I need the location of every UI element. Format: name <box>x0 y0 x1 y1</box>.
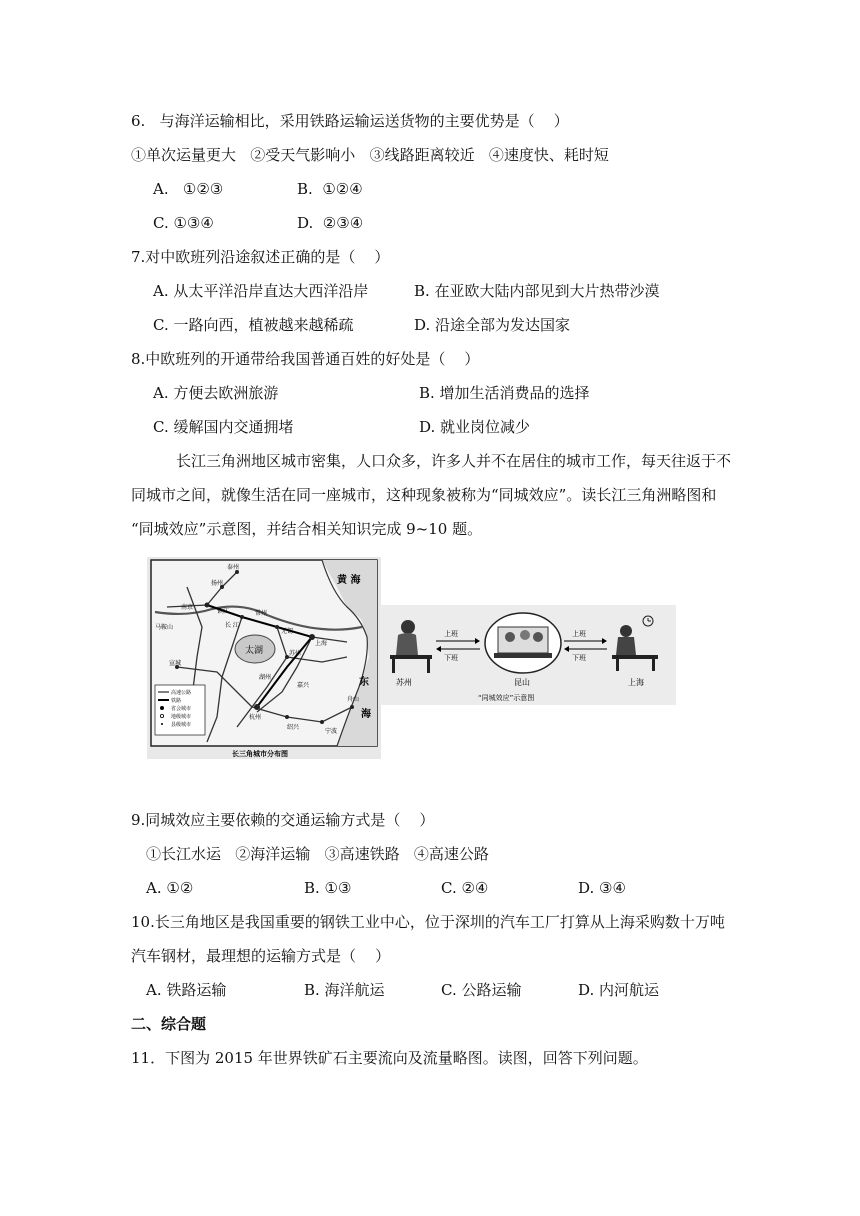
q10-stem-line-1: 10.长三角地区是我国重要的钢铁工业中心，位于深圳的汽车工厂打算从上海采购数十万吨 <box>131 913 725 931</box>
q6-items: ①单次运量更大 ②受天气影响小 ③线路距离较近 ④速度快、耗时短 <box>131 146 609 164</box>
diagram-off-work-label: 下班 <box>572 654 586 662</box>
map-city-label: 镇江 <box>217 608 230 615</box>
q9-option-a: A. ①② <box>146 879 194 897</box>
passage-line-3: “同城效应”示意图，并结合相关知识完成 9~10 题。 <box>131 520 483 538</box>
map-city-label: 上海 <box>315 640 328 647</box>
map-city-label: 杭州 <box>249 714 262 721</box>
q6-option-a: A. ①②③ <box>153 180 224 198</box>
q8-option-d: D. 就业岗位减少 <box>419 418 531 436</box>
map-city-label: 无锡 <box>281 628 294 635</box>
q7-option-c: C. 一路向西，植被越来越稀疏 <box>153 316 354 334</box>
map-city-label: 苏州 <box>289 650 302 657</box>
diagram-center-city: 昆山 <box>514 678 530 687</box>
map-city-label: 嘉兴 <box>297 682 310 689</box>
q7-stem: 7.对中欧班列沿途叙述正确的是（ ） <box>131 248 390 266</box>
passage-line-2: 同城市之间，就像生活在同一座城市，这种现象被称为“同城效应”。读长江三角洲略图和 <box>131 486 717 504</box>
q7-option-b: B. 在亚欧大陆内部见到大片热带沙漠 <box>414 282 660 300</box>
map-city-label: 绍兴 <box>287 724 300 731</box>
q9-option-d: D. ③④ <box>578 879 626 897</box>
q10-stem-line-2: 汽车钢材，最理想的运输方式是（ ） <box>131 947 391 965</box>
same-city-effect-diagram <box>380 605 676 705</box>
diagram-go-work-label: 上班 <box>444 630 458 638</box>
map-lake-label: 太湖 <box>245 646 264 656</box>
q8-option-b: B. 增加生活消费品的选择 <box>419 384 590 402</box>
yangtze-delta-map <box>147 557 381 759</box>
q9-stem: 9.同城效应主要依赖的交通运输方式是（ ） <box>131 811 435 829</box>
map-city-label: 常州 <box>255 610 268 617</box>
q6-option-c: C. ①③④ <box>153 214 214 232</box>
map-city-label: 扬州 <box>211 580 224 587</box>
map-city-label: 泰州 <box>227 564 240 571</box>
map-legend-label: 铁路 <box>171 698 182 704</box>
map-legend-label: 县级城市 <box>171 722 192 728</box>
map-city-label: 马鞍山 <box>155 624 174 631</box>
map-sea-east-2: 海 <box>361 709 371 720</box>
map-caption: 长三角城市分布图 <box>232 750 288 758</box>
map-city-label: 南京 <box>181 604 194 611</box>
map-sea-north: 黄 海 <box>337 575 361 586</box>
q6-option-b: B. ①②④ <box>297 180 363 198</box>
diagram-go-work-label: 上班 <box>572 630 586 638</box>
q8-stem: 8.中欧班列的开通带给我国普通百姓的好处是（ ） <box>131 350 480 368</box>
diagram-left-city: 苏州 <box>396 678 412 687</box>
q9-option-c: C. ②④ <box>441 879 489 897</box>
q9-option-b: B. ①③ <box>304 879 352 897</box>
map-legend-label: 高速公路 <box>171 690 192 696</box>
map-river-label: 长 江 <box>225 622 239 629</box>
q6-stem: 6. 与海洋运输相比，采用铁路运输运送货物的主要优势是（ ） <box>131 112 569 130</box>
diagram-right-city: 上海 <box>628 678 644 687</box>
q8-option-c: C. 缓解国内交通拥堵 <box>153 418 294 436</box>
q10-option-c: C. 公路运输 <box>441 981 522 999</box>
home-family-icon <box>485 613 561 673</box>
map-city-label: 宁波 <box>325 728 338 735</box>
map-legend-label: 地级城市 <box>171 714 192 720</box>
q7-option-a: A. 从太平洋沿岸直达大西洋沿岸 <box>153 282 369 300</box>
q11-stem: 11．下图为 2015 年世界铁矿石主要流向及流量略图。读图，回答下列问题。 <box>131 1049 648 1067</box>
q7-option-d: D. 沿途全部为发达国家 <box>414 316 571 334</box>
section-2-title: 二、综合题 <box>131 1015 207 1033</box>
q10-option-b: B. 海洋航运 <box>304 981 385 999</box>
q8-option-a: A. 方便去欧洲旅游 <box>153 384 279 402</box>
q6-option-d: D. ②③④ <box>297 214 364 232</box>
diagram-caption: “同城效应”示意图 <box>478 694 535 702</box>
q10-option-a: A. 铁路运输 <box>146 981 227 999</box>
q9-items: ①长江水运 ②海洋运输 ③高速铁路 ④高速公路 <box>146 845 489 863</box>
map-legend-label: 省会城市 <box>171 706 192 712</box>
map-city-label: 湖州 <box>259 674 272 681</box>
map-legend <box>155 685 205 735</box>
map-city-label: 舟山 <box>347 696 360 703</box>
map-city-label: 宣城 <box>169 660 182 667</box>
diagram-off-work-label: 下班 <box>444 654 458 662</box>
passage-line-1: 长江三角洲地区城市密集，人口众多，许多人并不在居住的城市工作，每天往返于不 <box>176 452 732 470</box>
q10-option-d: D. 内河航运 <box>578 981 660 999</box>
map-sea-east-1: 东 <box>359 677 369 688</box>
